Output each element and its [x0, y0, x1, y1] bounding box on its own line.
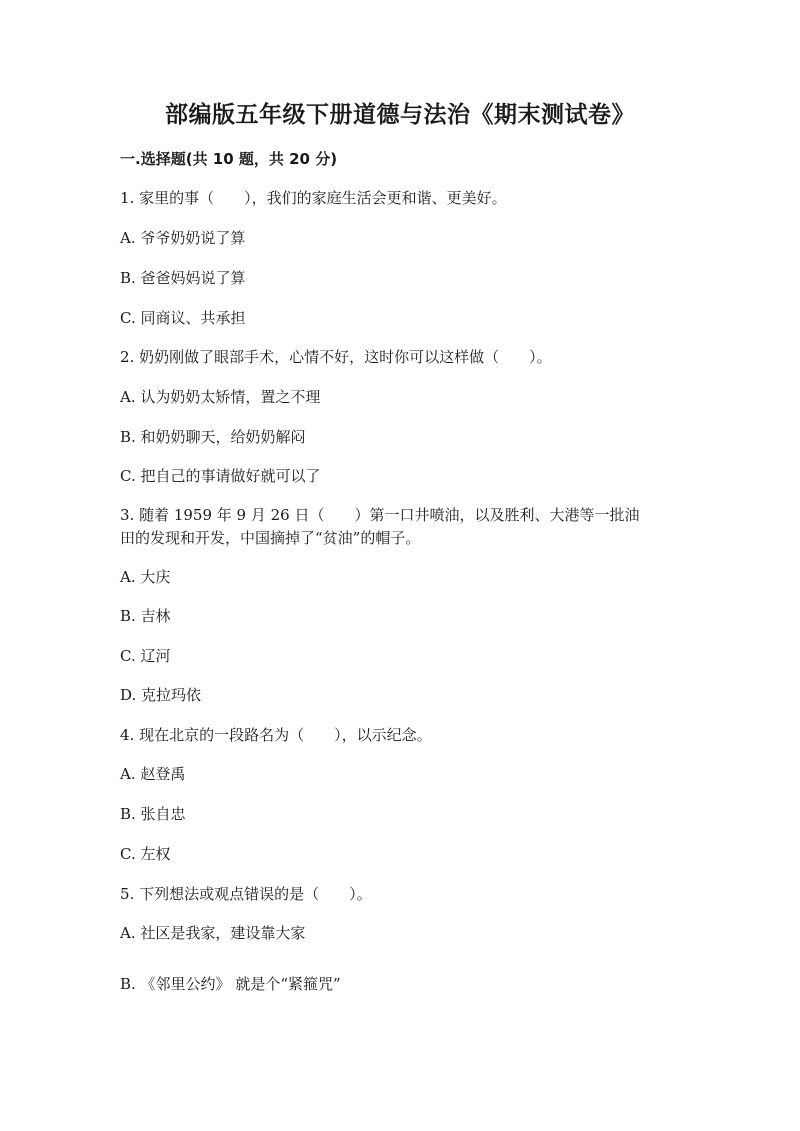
- question-5-stem: 5. 下列想法或观点错误的是（ ）。: [120, 885, 372, 903]
- question-4-option-a: A. 赵登禹: [120, 765, 186, 783]
- question-3-option-d: D. 克拉玛依: [120, 686, 202, 704]
- question-1-stem: 1. 家里的事（ ），我们的家庭生活会更和谐、更美好。: [120, 189, 507, 207]
- question-1-option-c: C. 同商议、共承担: [120, 309, 246, 327]
- page-title: 部编版五年级下册道德与法治《期末测试卷》: [165, 102, 635, 128]
- question-3-stem-line-1: 3. 随着 1959 年 9 月 26 日（ ）第一口井喷油，以及胜利、大港等一批油: [120, 506, 640, 524]
- question-2-stem: 2. 奶奶刚做了眼部手术，心情不好，这时你可以这样做（ ）。: [120, 348, 552, 366]
- question-4-stem: 4. 现在北京的一段路名为（ ），以示纪念。: [120, 726, 432, 744]
- question-3-option-c: C. 辽河: [120, 647, 171, 665]
- question-2-option-a: A. 认为奶奶太矫情，置之不理: [120, 388, 321, 406]
- question-1-option-a: A. 爷爷奶奶说了算: [120, 229, 246, 247]
- question-5-option-a: A. 社区是我家，建设靠大家: [120, 924, 306, 942]
- question-2-option-b: B. 和奶奶聊天，给奶奶解闷: [120, 428, 306, 446]
- question-1-option-b: B. 爸爸妈妈说了算: [120, 269, 246, 287]
- question-3-option-a: A. 大庆: [120, 568, 171, 586]
- question-5-option-b: B. 《邻里公约》 就是个“紧箍咒”: [120, 975, 341, 993]
- section-heading: 一.选择题(共 10 题，共 20 分): [120, 150, 338, 168]
- question-4-option-c: C. 左权: [120, 845, 171, 863]
- question-3-option-b: B. 吉林: [120, 607, 171, 625]
- question-3-stem-line-2: 田的发现和开发，中国摘掉了“贫油”的帽子。: [120, 529, 421, 547]
- question-2-option-c: C. 把自己的事请做好就可以了: [120, 467, 321, 485]
- question-4-option-b: B. 张自忠: [120, 805, 186, 823]
